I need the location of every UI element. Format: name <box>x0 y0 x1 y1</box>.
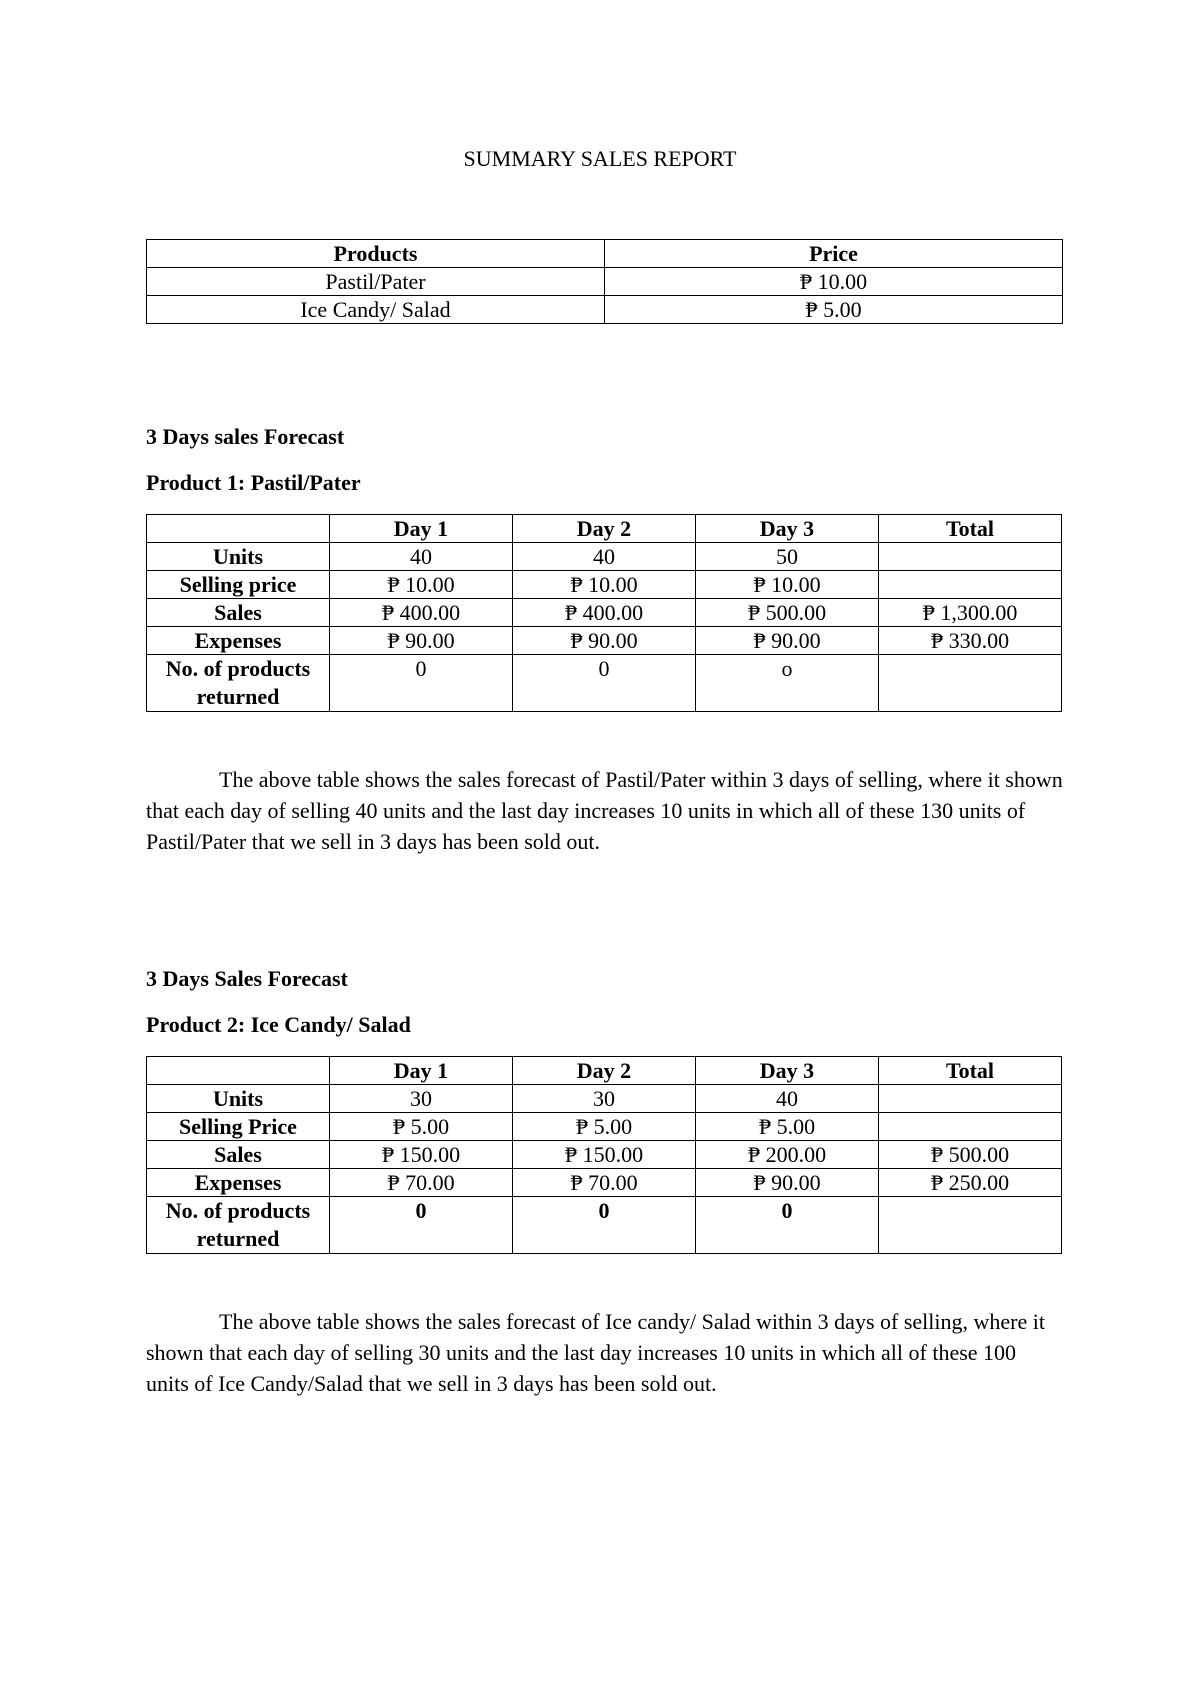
header-cell: Day 3 <box>696 515 879 543</box>
table-cell: ₱ 1,300.00 <box>879 599 1062 627</box>
table-row <box>147 1197 1062 1254</box>
table-cell: ₱ 330.00 <box>879 627 1062 655</box>
table-row <box>147 1169 1062 1197</box>
table-cell: 0 <box>330 1197 513 1254</box>
header-cell <box>147 1057 330 1085</box>
table-cell: ₱ 400.00 <box>513 599 696 627</box>
forecast-table-product1 <box>146 514 1062 712</box>
table-row <box>147 1085 1062 1113</box>
row-label: Selling price <box>147 571 330 599</box>
header-cell: Total <box>879 1057 1062 1085</box>
row-label: Sales <box>147 1141 330 1169</box>
table-cell: ₱ 200.00 <box>696 1141 879 1169</box>
table-row <box>147 1141 1062 1169</box>
table-cell: ₱ 10.00 <box>330 571 513 599</box>
row-label: No. of products returned <box>147 1197 330 1254</box>
table-row <box>147 599 1062 627</box>
section1-paragraph <box>146 764 1064 857</box>
product-name-cell: Ice Candy/ Salad <box>147 296 605 324</box>
section1-heading: 3 Days sales Forecast <box>146 424 345 449</box>
row-label: Units <box>147 1085 330 1113</box>
section1-product-heading: Product 1: Pastil/Pater <box>146 470 361 495</box>
table-row <box>147 655 1062 712</box>
row-label: Expenses <box>147 1169 330 1197</box>
row-label: Units <box>147 543 330 571</box>
price-cell: ₱ 5.00 <box>605 296 1063 324</box>
row-label: No. of products returned <box>147 655 330 712</box>
table-cell: ₱ 500.00 <box>879 1141 1062 1169</box>
table-cell: 40 <box>513 543 696 571</box>
header-cell <box>147 515 330 543</box>
table-cell: ₱ 400.00 <box>330 599 513 627</box>
section2-product-heading: Product 2: Ice Candy/ Salad <box>146 1012 411 1037</box>
table-cell: ₱ 150.00 <box>330 1141 513 1169</box>
section2-paragraph <box>146 1306 1064 1399</box>
table-cell <box>879 543 1062 571</box>
table-cell: 50 <box>696 543 879 571</box>
table-row <box>147 296 1063 324</box>
section2-heading: 3 Days Sales Forecast <box>146 966 348 991</box>
table-cell: 30 <box>513 1085 696 1113</box>
table-cell: ₱ 5.00 <box>330 1113 513 1141</box>
product-name-cell: Pastil/Pater <box>147 268 605 296</box>
table-cell <box>879 655 1062 712</box>
table-cell: o <box>696 655 879 712</box>
table-cell: ₱ 150.00 <box>513 1141 696 1169</box>
paragraph-text: The above table shows the sales forecast of Pastil/Pater within 3 days of selling, where it shown that each day of selling 40 units and the last day increases 10 units in which all of these 130 units of Pastil/Pater that we sell in 3 days has been sold out. <box>146 767 1063 854</box>
table-header-row <box>147 1057 1062 1085</box>
table-cell: ₱ 5.00 <box>513 1113 696 1141</box>
table-cell <box>879 1085 1062 1113</box>
table-cell: ₱ 90.00 <box>513 627 696 655</box>
header-cell: Products <box>147 240 605 268</box>
header-cell: Price <box>605 240 1063 268</box>
table-cell: ₱ 5.00 <box>696 1113 879 1141</box>
table-cell: 0 <box>330 655 513 712</box>
header-cell: Total <box>879 515 1062 543</box>
header-cell: Day 2 <box>513 515 696 543</box>
table-header-row <box>147 240 1063 268</box>
table-cell: ₱ 10.00 <box>696 571 879 599</box>
table-cell: ₱ 90.00 <box>696 627 879 655</box>
table-cell: ₱ 70.00 <box>330 1169 513 1197</box>
table-cell: ₱ 10.00 <box>513 571 696 599</box>
header-cell: Day 1 <box>330 515 513 543</box>
price-table <box>146 239 1063 324</box>
table-row <box>147 571 1062 599</box>
header-cell: Day 2 <box>513 1057 696 1085</box>
report-title: SUMMARY SALES REPORT <box>463 146 737 171</box>
table-cell: 30 <box>330 1085 513 1113</box>
table-row <box>147 627 1062 655</box>
forecast-table-product2 <box>146 1056 1062 1254</box>
paragraph-text: The above table shows the sales forecast of Ice candy/ Salad within 3 days of selling, where it shown that each day of selling 30 units and the last day increases 10 units in which all of these 100 units of Ice Candy/Salad that we sell in 3 days has been sold out. <box>146 1309 1045 1396</box>
table-cell: ₱ 90.00 <box>330 627 513 655</box>
table-row <box>147 543 1062 571</box>
table-cell: 0 <box>513 655 696 712</box>
table-cell: 40 <box>696 1085 879 1113</box>
table-row <box>147 268 1063 296</box>
row-label: Expenses <box>147 627 330 655</box>
table-header-row <box>147 515 1062 543</box>
table-cell: 0 <box>696 1197 879 1254</box>
row-label: Selling Price <box>147 1113 330 1141</box>
price-cell: ₱ 10.00 <box>605 268 1063 296</box>
table-cell <box>879 1197 1062 1254</box>
table-row <box>147 1113 1062 1141</box>
header-cell: Day 3 <box>696 1057 879 1085</box>
table-cell: ₱ 90.00 <box>696 1169 879 1197</box>
table-cell <box>879 1113 1062 1141</box>
table-cell <box>879 571 1062 599</box>
table-cell: 0 <box>513 1197 696 1254</box>
table-cell: ₱ 500.00 <box>696 599 879 627</box>
row-label: Sales <box>147 599 330 627</box>
header-cell: Day 1 <box>330 1057 513 1085</box>
table-cell: ₱ 70.00 <box>513 1169 696 1197</box>
table-cell: ₱ 250.00 <box>879 1169 1062 1197</box>
table-cell: 40 <box>330 543 513 571</box>
